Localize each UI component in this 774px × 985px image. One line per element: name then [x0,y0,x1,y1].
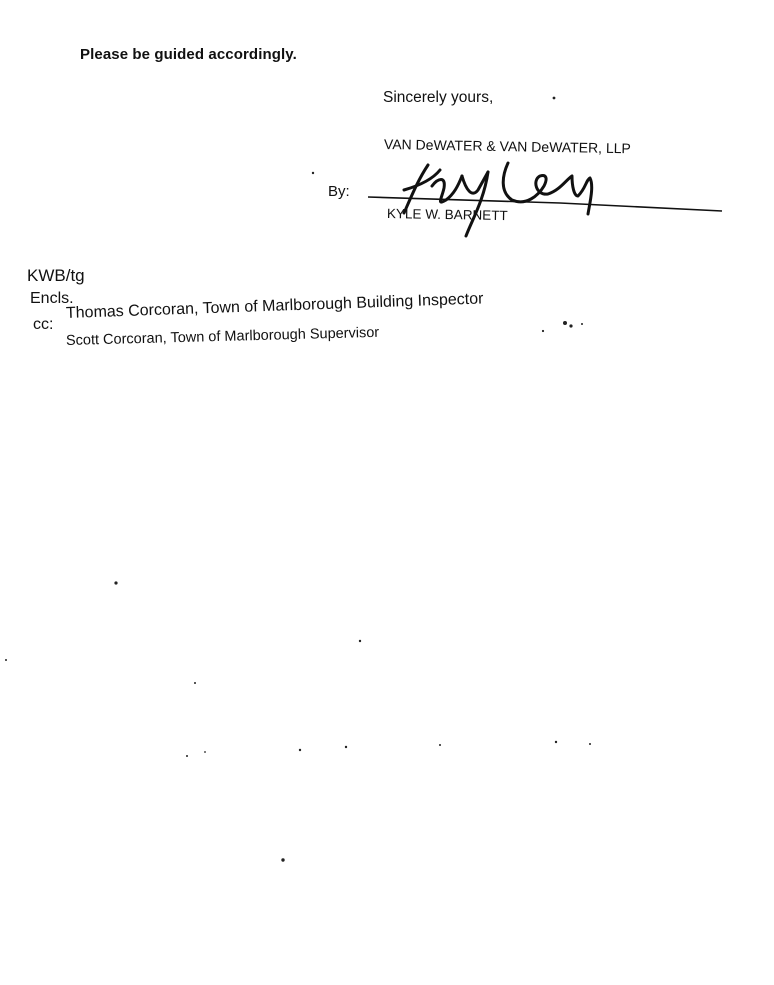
cc-recipient: Scott Corcoran, Town of Marlborough Supervisor [65,324,380,349]
salutation: Sincerely yours, [383,89,494,106]
firm-name: VAN DeWATER & VAN DeWATER, LLP [383,136,631,157]
signer-name: KYLE W. BARNETT [386,206,508,224]
by-label: By: [328,183,350,200]
enclosures-note: Encls. [30,290,74,307]
cc-recipient: Thomas Corcoran, Town of Marlborough Building Inspector [65,290,484,322]
cc-label: cc: [33,316,54,333]
closing-line: Please be guided accordingly. [80,46,297,63]
scan-specks [5,97,591,862]
signature-line [368,197,722,211]
typist-initials: KWB/tg [27,266,85,285]
